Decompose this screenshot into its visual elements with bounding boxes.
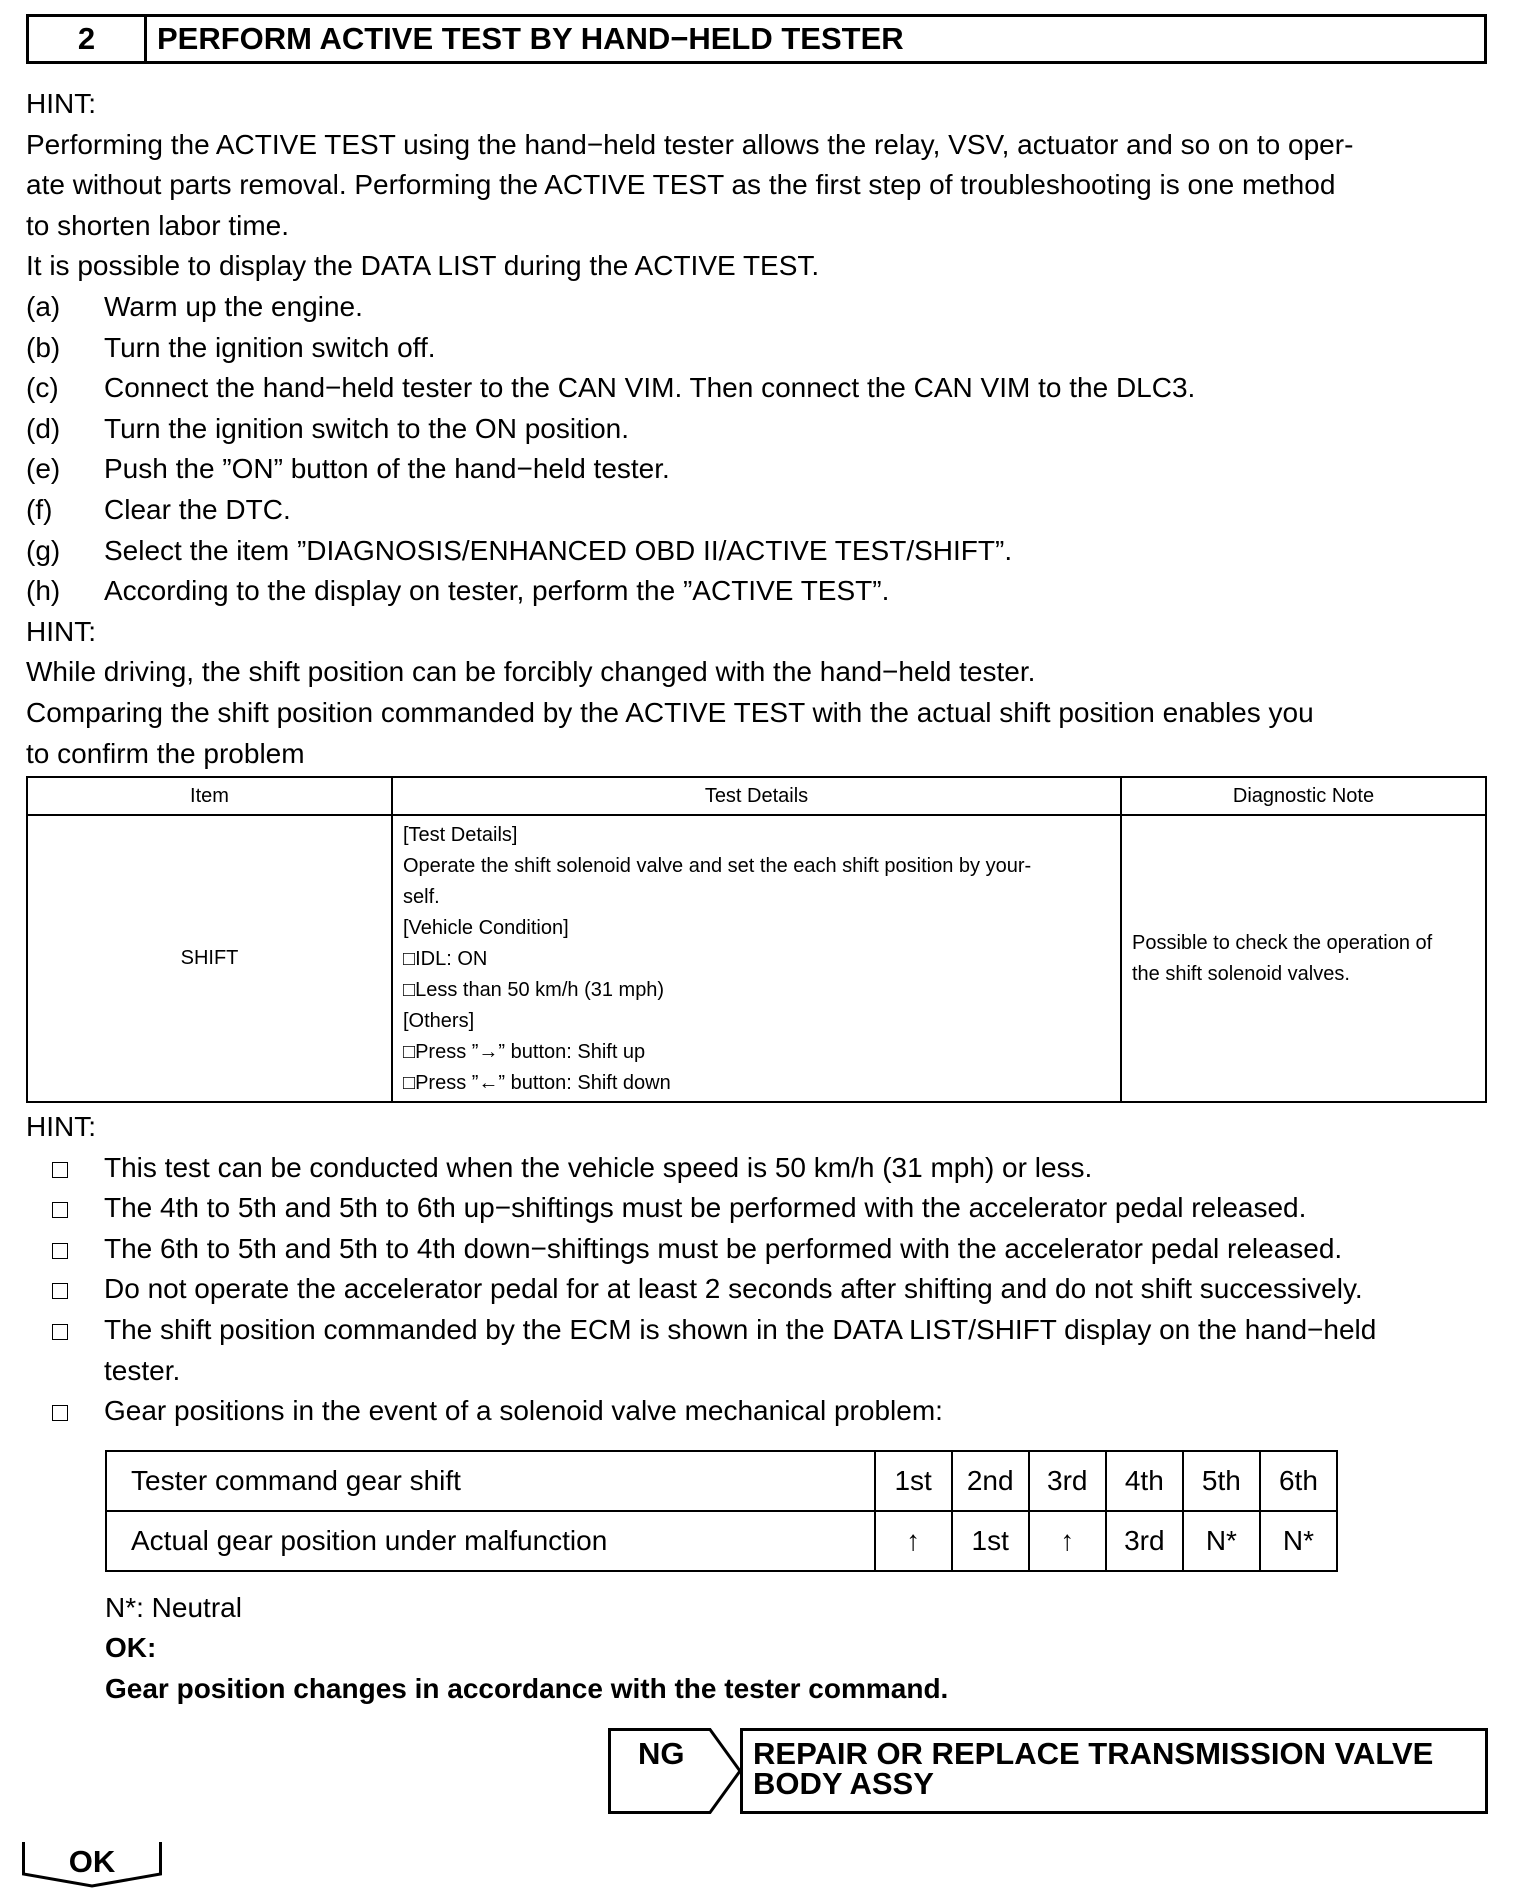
details-line: □Press ”→” button: Shift up (403, 1041, 646, 1064)
step-label: (b) (26, 331, 61, 363)
bullet-text: The 4th to 5th and 5th to 6th up−shiftings must be performed with the accelerator pedal released. (104, 1192, 1307, 1224)
intro-section (26, 84, 1487, 774)
gear-cell: 1st (952, 1511, 1029, 1571)
bullet-item (26, 1269, 1487, 1310)
gear-cell: 2nd (952, 1451, 1029, 1511)
hint-label: HINT: (26, 615, 96, 647)
hint-line: Comparing the shift position commanded by the ACTIVE TEST with the actual shift position enables you (26, 696, 1314, 728)
gear-cell: N* (1183, 1511, 1260, 1571)
hint-line: to confirm the problem (26, 737, 305, 769)
bullet-text: The 6th to 5th and 5th to 4th down−shiftings must be performed with the accelerator pedal released. (104, 1232, 1343, 1264)
details-line: □Less than 50 km/h (31 mph) (403, 979, 665, 1002)
intro-line: ate without parts removal. Performing the ACTIVE TEST as the first step of troubleshooting is one method (26, 169, 1336, 201)
bullet-item (26, 1310, 1487, 1391)
gear-cell: 5th (1183, 1451, 1260, 1511)
result-section (26, 1588, 1487, 1710)
step-text: According to the display on tester, perform the ”ACTIVE TEST”. (104, 575, 890, 607)
hint-label: HINT: (26, 1111, 96, 1143)
ok-tag-label: OK (68, 1844, 116, 1879)
document-page (26, 14, 1487, 1710)
step-text: Select the item ”DIAGNOSIS/ENHANCED OBD II/ACTIVE TEST/SHIFT”. (104, 534, 1013, 566)
ok-branch (22, 1840, 162, 1888)
procedure-step (26, 409, 1487, 450)
table-row (106, 1511, 1337, 1571)
details-line: □IDL: ON (403, 948, 488, 971)
test-details-cell (392, 815, 1121, 1102)
ok-label: OK: (105, 1632, 157, 1664)
bullet-item (26, 1391, 1487, 1432)
step-header (26, 14, 1487, 64)
step-label: (h) (26, 575, 61, 607)
bullet-text: Do not operate the accelerator pedal for at least 2 seconds after shifting and do not shift successively. (104, 1273, 1363, 1305)
intro-line: Performing the ACTIVE TEST using the hand−held tester allows the relay, VSV, actuator and so on to oper- (26, 128, 1354, 160)
step-text: Clear the DTC. (104, 493, 291, 525)
details-line: [Vehicle Condition] (403, 917, 569, 940)
column-header-item: Item (27, 777, 392, 815)
details-line: Operate the shift solenoid valve and set the each shift position by your- (403, 855, 1032, 878)
bullet-text: tester. (104, 1354, 181, 1386)
checkbox-bullet-icon (26, 1310, 104, 1391)
gear-cell: 4th (1106, 1451, 1183, 1511)
hint3-section (26, 1107, 1487, 1432)
column-header-diagnostic-note: Diagnostic Note (1121, 777, 1486, 815)
gear-position-table (105, 1450, 1338, 1572)
step-number: 2 (29, 17, 147, 61)
bullet-item (26, 1188, 1487, 1229)
intro-line: It is possible to display the DATA LIST during the ACTIVE TEST. (26, 250, 820, 282)
step-label: (g) (26, 534, 61, 566)
ng-action-box (740, 1728, 1488, 1814)
hint-line: While driving, the shift position can be forcibly changed with the hand−held tester. (26, 656, 1036, 688)
step-text: Connect the hand−held tester to the CAN VIM. Then connect the CAN VIM to the DLC3. (104, 372, 1196, 404)
ok-criteria: Gear position changes in accordance with the tester command. (105, 1673, 949, 1705)
step-text: Turn the ignition switch to the ON position. (104, 412, 629, 444)
procedure-step (26, 368, 1487, 409)
ng-tag-label: NG (638, 1736, 685, 1771)
ng-tag (608, 1728, 742, 1814)
details-line: [Others] (403, 1010, 475, 1033)
ng-branch (608, 1728, 1488, 1814)
gear-cell: N* (1260, 1511, 1337, 1571)
details-line: self. (403, 886, 440, 909)
step-title: PERFORM ACTIVE TEST BY HAND−HELD TESTER (157, 21, 904, 56)
bullet-text: Gear positions in the event of a solenoid valve mechanical problem: (104, 1395, 943, 1427)
step-text: Turn the ignition switch off. (104, 331, 436, 363)
ng-action-line: BODY ASSY (753, 1766, 934, 1801)
column-header-test-details: Test Details (392, 777, 1121, 815)
gear-cell: 6th (1260, 1451, 1337, 1511)
step-text: Warm up the engine. (104, 290, 363, 322)
checkbox-bullet-icon (26, 1391, 104, 1432)
gear-cell: ↑ (875, 1511, 952, 1571)
step-label: (a) (26, 290, 61, 322)
item-cell: SHIFT (27, 815, 392, 1102)
gear-cell: 1st (875, 1451, 952, 1511)
procedure-step (26, 490, 1487, 531)
procedure-steps (26, 287, 1487, 612)
bullet-text: This test can be conducted when the vehicle speed is 50 km/h (31 mph) or less. (104, 1151, 1093, 1183)
gear-cell: 3rd (1106, 1511, 1183, 1571)
bullet-item (26, 1229, 1487, 1270)
procedure-step (26, 571, 1487, 612)
note-line: Possible to check the operation of (1132, 931, 1433, 954)
footnote: N*: Neutral (105, 1591, 242, 1623)
checkbox-bullet-icon (26, 1188, 104, 1229)
gear-cell: 3rd (1029, 1451, 1106, 1511)
table-header-row (27, 777, 1486, 815)
gear-cell: ↑ (1029, 1511, 1106, 1571)
checkbox-bullet-icon (26, 1229, 104, 1270)
row-label: Actual gear position under malfunction (106, 1511, 875, 1571)
intro-line: to shorten labor time. (26, 209, 290, 241)
bullet-text: The shift position commanded by the ECM is shown in the DATA LIST/SHIFT display on the hand−held (104, 1314, 1377, 1346)
checkbox-bullet-icon (26, 1148, 104, 1189)
step-label: (f) (26, 493, 53, 525)
table-row (106, 1451, 1337, 1511)
active-test-table (26, 776, 1487, 1103)
details-line: [Test Details] (403, 824, 518, 847)
step-label: (c) (26, 372, 59, 404)
row-label: Tester command gear shift (106, 1451, 875, 1511)
procedure-step (26, 531, 1487, 572)
procedure-step (26, 287, 1487, 328)
note-line: the shift solenoid valves. (1132, 962, 1350, 985)
procedure-step (26, 328, 1487, 369)
step-label: (d) (26, 412, 61, 444)
checkbox-bullet-icon (26, 1269, 104, 1310)
table-row (27, 815, 1486, 1102)
procedure-step (26, 449, 1487, 490)
bullet-item (26, 1148, 1487, 1189)
hint-label: HINT: (26, 88, 96, 119)
step-text: Push the ”ON” button of the hand−held tester. (104, 453, 670, 485)
details-line: □Press ”←” button: Shift down (403, 1072, 671, 1095)
diagnostic-note-cell (1121, 815, 1486, 1102)
ng-action-line: REPAIR OR REPLACE TRANSMISSION VALVE (753, 1736, 1434, 1771)
step-label: (e) (26, 453, 61, 485)
